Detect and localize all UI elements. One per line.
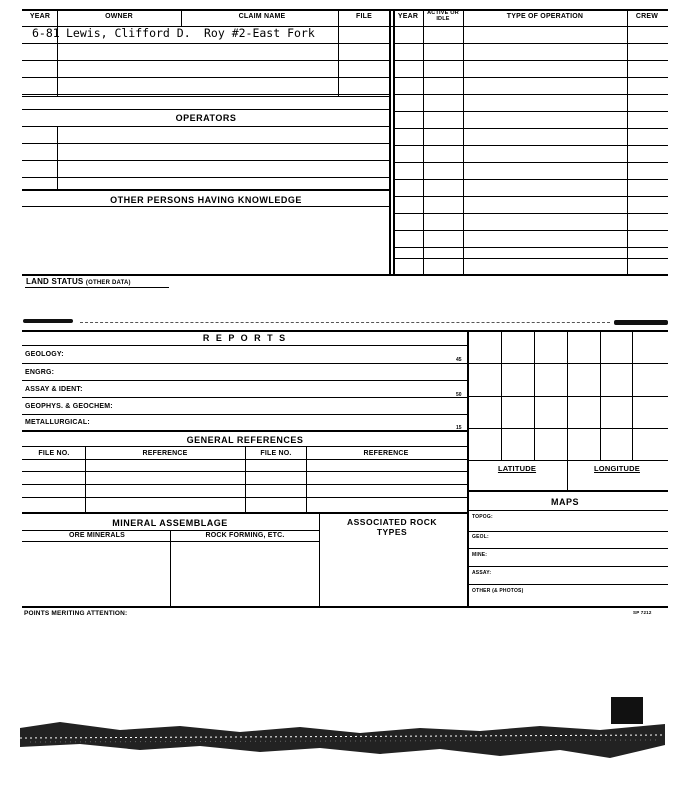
latitude-label: LATITUDE [497, 464, 537, 473]
row1-year: 6-81 [32, 26, 60, 40]
maps-geol: GEOL: [472, 534, 489, 540]
ref-file-no-1: FILE NO. [38, 450, 70, 457]
rock-forming-label: ROCK FORMING, ETC. [205, 532, 285, 539]
header-file: FILE [356, 13, 372, 20]
form-code: SP 7212 [633, 610, 652, 615]
ref-reference-1: REFERENCE [142, 450, 188, 457]
ore-minerals-label: ORE MINERALS [68, 532, 126, 539]
header-crew: CREW [635, 13, 659, 20]
reports-title: R E P O R T S [202, 333, 288, 343]
mineral-assemblage-title: MINERAL ASSEMBLAGE [112, 518, 228, 528]
reports-num-50: 50 [456, 392, 462, 398]
longitude-label: LONGITUDE [594, 464, 640, 473]
reports-num-15: 15 [456, 425, 462, 431]
maps-other: OTHER (& PHOTOS) [472, 588, 524, 594]
maps-mine: MINE: [472, 552, 488, 558]
reports-num-45: 45 [456, 357, 462, 363]
row1-claim-name: Roy #2-East Fork [204, 26, 315, 40]
row1-owner: Lewis, Clifford D. [66, 26, 191, 40]
header-year-2: YEAR [397, 13, 419, 20]
maps-title: MAPS [550, 497, 580, 507]
associated-rock-types-title: ASSOCIATED ROCK TYPES [347, 517, 437, 537]
reports-geophys: GEOPHYS. & GEOCHEM: [25, 403, 113, 410]
header-type-of-operation: TYPE OF OPERATION [506, 13, 584, 20]
land-status-subtitle: (OTHER DATA) [85, 280, 131, 286]
ref-reference-2: REFERENCE [363, 450, 409, 457]
header-active-or-idle: ACTIVE OR IDLE [427, 10, 459, 22]
reports-metallurgical: METALLURGICAL: [25, 419, 90, 426]
points-meriting-attention: POINTS MERITING ATTENTION: [24, 610, 128, 617]
land-status-title: LAND STATUS [26, 277, 84, 286]
general-references-title: GENERAL REFERENCES [186, 435, 304, 445]
header-claim-name: CLAIM NAME [238, 13, 286, 20]
maps-topog: TOPOG: [472, 514, 493, 520]
maps-assay: ASSAY: [472, 570, 492, 576]
ref-file-no-2: FILE NO. [260, 450, 292, 457]
operators-title: OPERATORS [175, 113, 237, 123]
other-persons-title: OTHER PERSONS HAVING KNOWLEDGE [110, 195, 302, 205]
header-owner: OWNER [105, 13, 133, 20]
header-year: YEAR [29, 13, 51, 20]
reports-engrg: ENGRG: [25, 369, 55, 376]
reports-geology: GEOLOGY: [25, 351, 64, 358]
reports-assay: ASSAY & IDENT: [25, 386, 83, 393]
